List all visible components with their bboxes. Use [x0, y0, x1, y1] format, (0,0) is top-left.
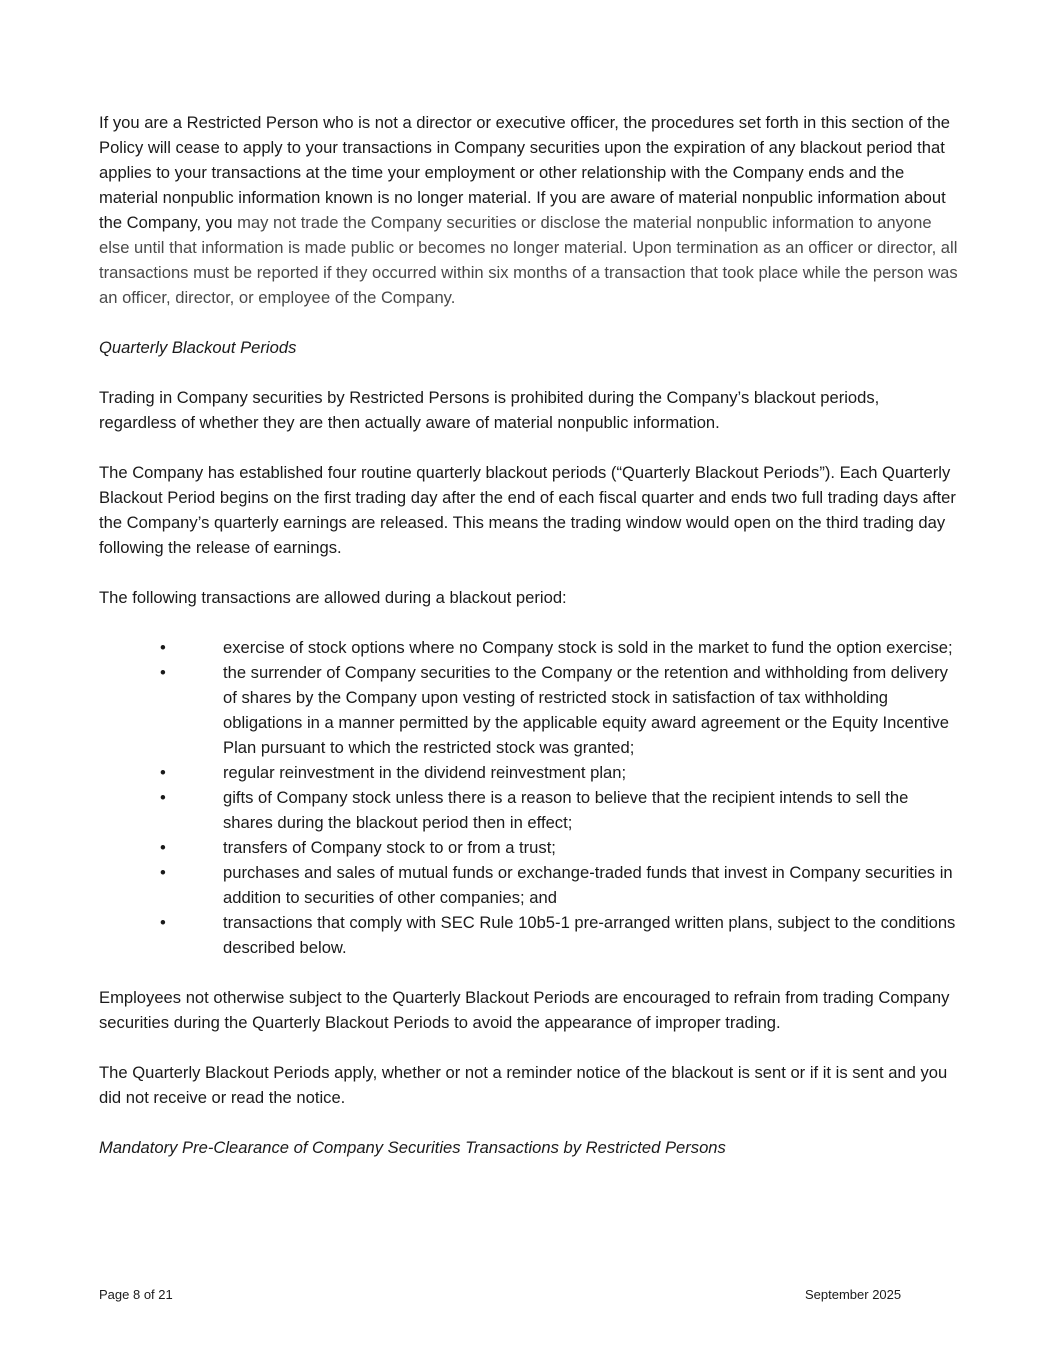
bullet-icon: •	[160, 863, 166, 882]
bullet-icon: •	[160, 763, 166, 782]
bullet-icon: •	[160, 788, 166, 807]
list-item	[99, 910, 959, 960]
list-item-text: the surrender of Company securities to the Company or the retention and withholding from delivery of shares by the Company upon vesting of restricted stock in satisfaction of tax withholding obligations in a manner permitted by the applicable equity award agreement or the Equity Incentive Plan pursuant to which the restricted stock was granted;	[223, 663, 949, 757]
list-item-text: exercise of stock options where no Company stock is sold in the market to fund the option exercise;	[223, 638, 953, 657]
paragraph-text-continued: may not trade the Company securities or disclose the material nonpublic information to anyone else until that information is made public or becomes no longer material. Upon termination as an officer or director, all transactions must be reported if they occurred within six months of a transaction that took place while the person was an officer, director, or employee of the Company.	[99, 213, 958, 307]
section-heading-pre-clearance: Mandatory Pre-Clearance of Company Securities Transactions by Restricted Persons	[99, 1138, 726, 1157]
list-item-text: transactions that comply with SEC Rule 10b5-1 pre-arranged written plans, subject to the conditions described below.	[223, 913, 956, 957]
list-item	[99, 760, 959, 785]
list-item-text: purchases and sales of mutual funds or exchange-traded funds that invest in Company securities in addition to securities of other companies; and	[223, 863, 953, 907]
paragraph-allowed-intro: The following transactions are allowed during a blackout period:	[99, 588, 567, 607]
list-item-text: gifts of Company stock unless there is a reason to believe that the recipient intends to sell the shares during the blackout period then in effect;	[223, 788, 909, 832]
paragraph-blackout-applies: The Quarterly Blackout Periods apply, whether or not a reminder notice of the blackout is sent or if it is sent and you did not receive or read the notice.	[99, 1063, 948, 1107]
paragraph-trading-prohibited: Trading in Company securities by Restricted Persons is prohibited during the Company’s blackout periods, regardless of whether they are then actually aware of material nonpublic information.	[99, 388, 880, 432]
paragraph-four-blackout-periods: The Company has established four routine quarterly blackout periods (“Quarterly Blackout Periods”). Each Quarterly Blackout Period begins on the first trading day after the end of each fiscal quarter and ends two full trading days after the Company’s quarterly earnings are released. This means the trading window would open on the third trading day following the release of earnings.	[99, 463, 956, 557]
list-item	[99, 660, 959, 760]
document-page	[99, 110, 959, 1185]
list-item	[99, 860, 959, 910]
paragraph-text: If you are a Restricted Person who is not a director or executive officer, the procedures set forth in this section of the Policy will cease to apply to your transactions in Company securities upon the expiration of any blackout period that applies to your transactions at the time your employment or other relationship with the Company ends and the material nonpublic information known is no longer material. If you are aware of material nonpublic information about the Company, you	[99, 113, 951, 232]
section-heading-quarterly-blackout: Quarterly Blackout Periods	[99, 338, 297, 357]
list-item-text: transfers of Company stock to or from a trust;	[223, 838, 556, 857]
bullet-icon: •	[160, 913, 166, 932]
bullet-icon: •	[160, 638, 166, 657]
paragraph-restricted-person	[99, 110, 959, 310]
list-item	[99, 785, 959, 835]
page-number: Page 8 of 21	[99, 1287, 173, 1302]
list-item-text: regular reinvestment in the dividend reinvestment plan;	[223, 763, 627, 782]
list-item	[99, 835, 959, 860]
paragraph-employees-encouraged: Employees not otherwise subject to the Quarterly Blackout Periods are encouraged to refrain from trading Company securities during the Quarterly Blackout Periods to avoid the appearance of improper trading.	[99, 988, 950, 1032]
bullet-icon: •	[160, 838, 166, 857]
list-item	[99, 635, 959, 660]
allowed-transactions-list	[99, 635, 959, 960]
bullet-icon: •	[160, 663, 166, 682]
document-date: September 2025	[805, 1287, 902, 1302]
